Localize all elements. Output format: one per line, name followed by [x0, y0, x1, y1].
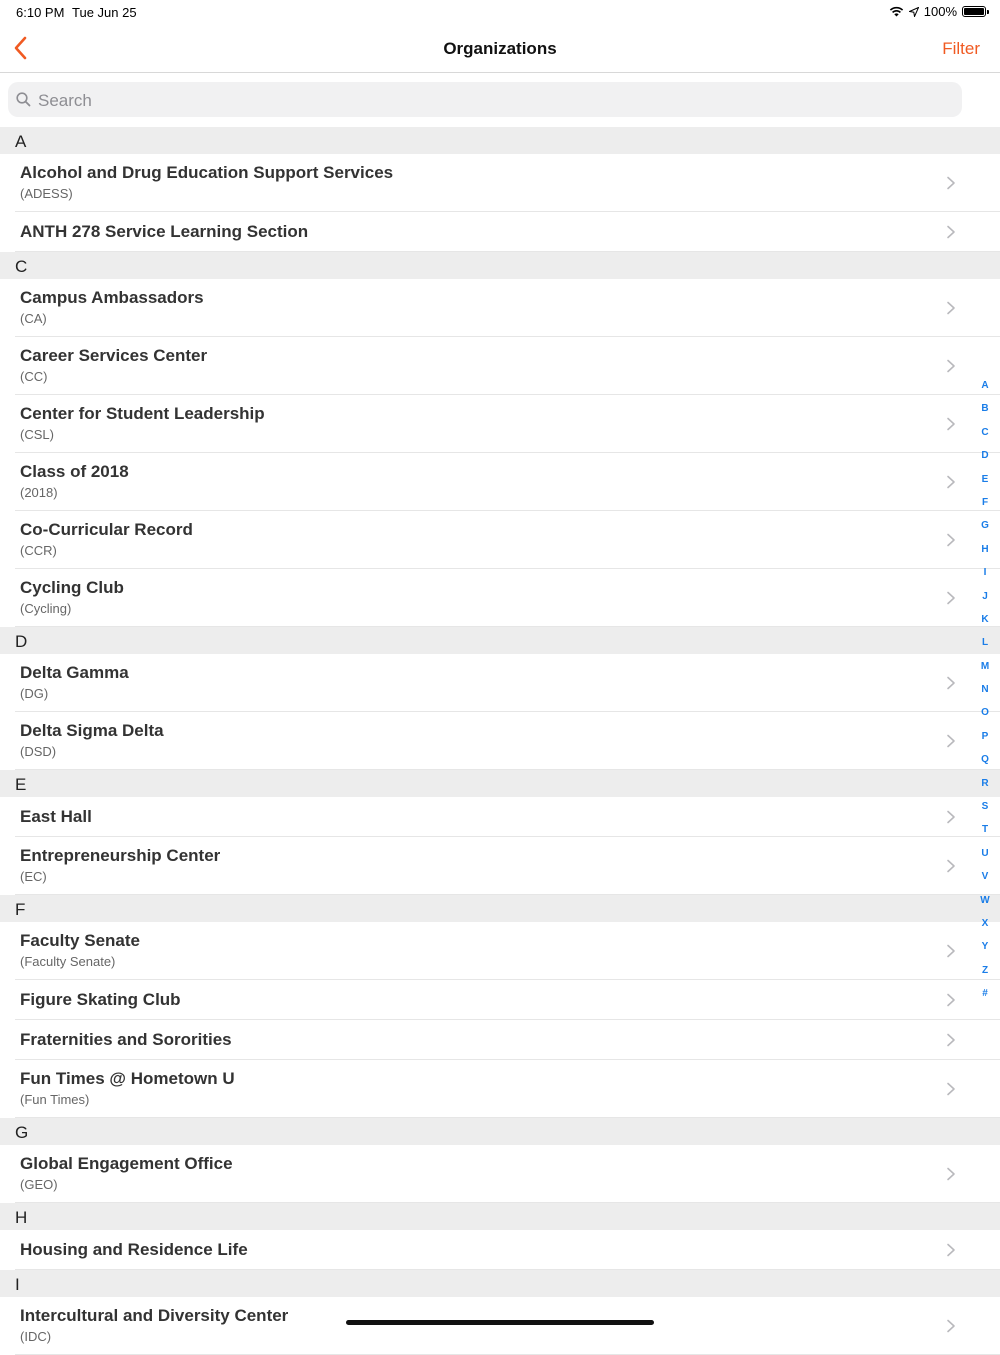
organization-name: Faculty Senate	[20, 931, 140, 950]
index-letter[interactable]: Y	[981, 941, 989, 953]
chevron-right-icon	[944, 810, 958, 824]
section-header-a: A	[0, 127, 1000, 154]
organization-abbreviation: (CC)	[20, 369, 48, 384]
wifi-icon	[889, 6, 904, 17]
organization-name: Alcohol and Drug Education Support Services	[20, 163, 394, 182]
organization-name: Campus Ambassadors	[20, 288, 204, 307]
organization-abbreviation: (IDC)	[20, 1329, 52, 1344]
chevron-right-icon	[944, 1082, 958, 1096]
organization-name: Delta Gamma	[20, 663, 129, 682]
organization-abbreviation: (EC)	[20, 869, 47, 884]
list-item[interactable]	[0, 1297, 1000, 1355]
list-item[interactable]	[0, 279, 1000, 337]
list-item[interactable]	[0, 1230, 1000, 1270]
organization-name: ANTH 278 Service Learning Section	[20, 222, 309, 241]
section-header-c: C	[0, 252, 1000, 279]
organization-abbreviation: (CCR)	[20, 543, 57, 558]
organization-abbreviation: (CSL)	[20, 427, 54, 442]
organization-name: East Hall	[20, 807, 92, 826]
organization-abbreviation: (Faculty Senate)	[20, 954, 116, 969]
organization-abbreviation: (DG)	[20, 686, 49, 701]
page-title: Organizations	[443, 39, 557, 58]
search-area	[0, 73, 1000, 127]
section-header-i: I	[0, 1270, 1000, 1297]
organization-abbreviation: (Cycling)	[20, 601, 72, 616]
index-letter[interactable]: Z	[981, 964, 989, 976]
row-divider	[15, 626, 1000, 627]
row-divider	[15, 894, 1000, 895]
index-letter[interactable]: I	[983, 567, 987, 579]
index-letter[interactable]: H	[981, 543, 989, 555]
index-letter[interactable]: M	[980, 660, 990, 672]
chevron-right-icon	[944, 1243, 958, 1257]
list-item[interactable]	[0, 569, 1000, 627]
status-bar	[0, 0, 1000, 24]
organization-name: Class of 2018	[20, 462, 129, 481]
organization-name: Co-Curricular Record	[20, 520, 193, 539]
list-item[interactable]	[0, 1145, 1000, 1203]
index-letter[interactable]: V	[981, 871, 989, 883]
chevron-right-icon	[944, 859, 958, 873]
search-bar[interactable]	[8, 82, 962, 117]
organization-name: Figure Skating Club	[20, 990, 181, 1009]
chevron-right-icon	[944, 676, 958, 690]
row-divider	[15, 1269, 1000, 1270]
chevron-right-icon	[944, 533, 958, 547]
organization-name: Intercultural and Diversity Center	[20, 1306, 289, 1325]
list-item[interactable]	[0, 980, 1000, 1020]
battery-percent: 100%	[923, 4, 957, 19]
organization-name: Fun Times @ Hometown U	[20, 1069, 235, 1088]
chevron-right-icon	[944, 475, 958, 489]
organization-abbreviation: (DSD)	[20, 744, 57, 759]
row-divider	[15, 1117, 1000, 1118]
index-letter[interactable]: R	[981, 777, 989, 789]
index-letter[interactable]: A	[981, 380, 989, 391]
location-arrow-icon	[909, 7, 919, 17]
index-letter[interactable]: F	[981, 496, 989, 508]
organization-abbreviation: (GEO)	[20, 1177, 58, 1192]
list-item[interactable]	[0, 1060, 1000, 1118]
index-letter[interactable]: P	[981, 730, 989, 742]
index-letter[interactable]: C	[981, 426, 989, 438]
list-item[interactable]	[0, 712, 1000, 770]
section-header-g: G	[0, 1118, 1000, 1145]
chevron-right-icon	[944, 359, 958, 373]
organization-name: Entrepreneurship Center	[20, 846, 221, 865]
chevron-right-icon	[944, 176, 958, 190]
row-divider	[15, 769, 1000, 770]
list-item[interactable]	[0, 922, 1000, 980]
index-letter[interactable]: U	[981, 847, 989, 859]
row-divider	[15, 251, 1000, 252]
section-header-f: F	[0, 895, 1000, 922]
chevron-right-icon	[944, 301, 958, 315]
list-item[interactable]	[0, 511, 1000, 569]
organization-name: Global Engagement Office	[20, 1154, 233, 1173]
index-letter[interactable]: T	[981, 824, 989, 836]
chevron-right-icon	[944, 1033, 958, 1047]
search-icon	[16, 92, 31, 107]
section-header-d: D	[0, 627, 1000, 654]
chevron-right-icon	[944, 734, 958, 748]
index-letter[interactable]: J	[982, 590, 988, 602]
index-letter[interactable]: D	[981, 450, 989, 462]
search-input[interactable]	[36, 82, 940, 119]
organization-name: Housing and Residence Life	[20, 1240, 248, 1259]
list-item[interactable]	[0, 797, 1000, 837]
organization-name: Cycling Club	[20, 578, 124, 597]
list-item[interactable]	[0, 212, 1000, 252]
index-letter[interactable]: W	[980, 894, 990, 906]
index-letter[interactable]: S	[981, 801, 989, 813]
chevron-right-icon	[944, 944, 958, 958]
organization-list	[0, 127, 1000, 1355]
organization-abbreviation: (2018)	[20, 485, 58, 500]
organization-name: Fraternities and Sororities	[20, 1030, 232, 1049]
organization-name: Career Services Center	[20, 346, 208, 365]
chevron-right-icon	[944, 1319, 958, 1333]
chevron-right-icon	[944, 225, 958, 239]
list-item[interactable]	[0, 837, 1000, 895]
section-header-h: H	[0, 1203, 1000, 1230]
index-letter[interactable]: E	[981, 473, 989, 485]
chevron-right-icon	[944, 993, 958, 1007]
organization-abbreviation: (ADESS)	[20, 186, 73, 201]
section-header-e: E	[0, 770, 1000, 797]
chevron-right-icon	[944, 1167, 958, 1181]
organization-name: Center for Student Leadership	[20, 404, 265, 423]
list-item[interactable]	[0, 337, 1000, 395]
status-time: 6:10 PM	[16, 5, 65, 20]
list-item[interactable]	[0, 1020, 1000, 1060]
battery-icon	[962, 6, 986, 17]
section-index-bar[interactable]	[975, 380, 995, 1012]
organization-name: Delta Sigma Delta	[20, 721, 164, 740]
list-item[interactable]	[0, 154, 1000, 212]
filter-button[interactable]: Filter	[942, 39, 980, 58]
organization-abbreviation: (Fun Times)	[20, 1092, 90, 1107]
row-divider	[15, 1202, 1000, 1203]
navigation-bar	[0, 24, 1000, 73]
chevron-right-icon	[944, 591, 958, 605]
index-letter[interactable]: K	[981, 613, 989, 625]
index-letter[interactable]: B	[981, 403, 989, 415]
index-letter[interactable]: X	[981, 917, 989, 929]
index-letter[interactable]: #	[982, 988, 988, 1000]
index-letter[interactable]: O	[981, 707, 989, 719]
home-indicator	[346, 1320, 654, 1325]
index-letter[interactable]: L	[981, 637, 989, 649]
list-item[interactable]	[0, 654, 1000, 712]
index-letter[interactable]: G	[981, 520, 989, 532]
chevron-right-icon	[944, 417, 958, 431]
index-letter[interactable]: Q	[981, 754, 989, 766]
organization-abbreviation: (CA)	[20, 311, 47, 326]
status-indicators	[889, 4, 986, 19]
index-letter[interactable]: N	[981, 684, 989, 696]
list-item[interactable]	[0, 395, 1000, 453]
status-date: Tue Jun 25	[72, 5, 137, 20]
list-item[interactable]	[0, 453, 1000, 511]
